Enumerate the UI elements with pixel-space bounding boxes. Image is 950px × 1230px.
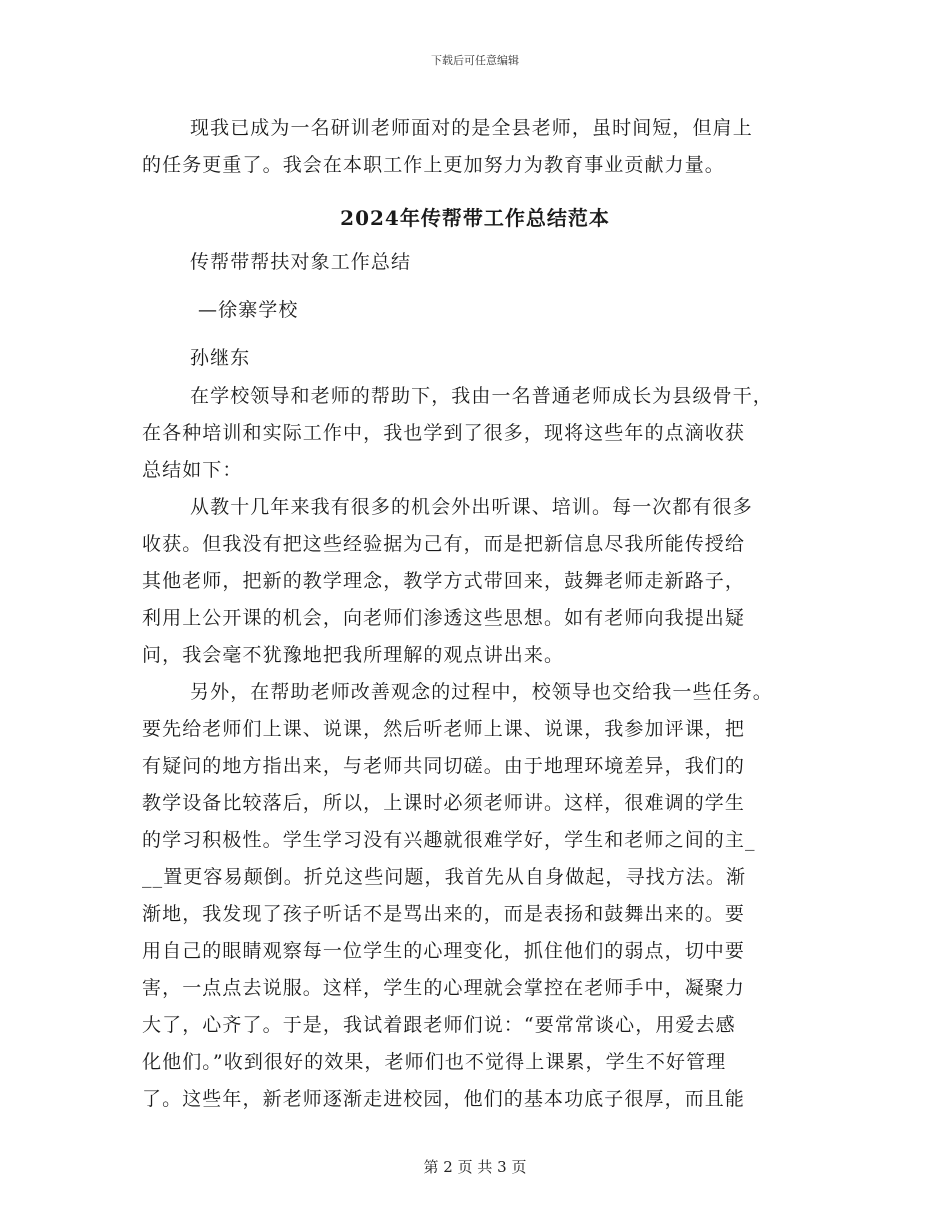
intro-line-2: 的任务更重了。我会在本职工作上更加努力为教育事业贡献力量。 — [142, 154, 725, 176]
paragraph-1-line: 在各种培训和实际工作中，我也学到了很多，现将这些年的点滴收获 — [142, 422, 746, 444]
author-name: 孙继东 — [190, 347, 251, 369]
paragraph-3-line: 教学设备比较落后，所以，上课时必须老师讲。这样，很难调的学生 — [142, 792, 746, 814]
paragraph-1-line: 在学校领导和老师的帮助下，我由一名普通老师成长为县级骨干， — [190, 385, 773, 407]
paragraph-2-line: 从教十几年来我有很多的机会外出听课、培训。每一次都有很多 — [190, 496, 753, 518]
document-subtitle: 传帮带帮扶对象工作总结 — [190, 251, 412, 273]
paragraph-1-line: 总结如下： — [142, 459, 243, 481]
paragraph-3-line: 害，一点点去说服。这样，学生的心理就会掌控在老师手中，凝聚力 — [142, 977, 746, 999]
paragraph-3-line: 另外，在帮助老师改善观念的过程中，校领导也交给我一些任务。 — [190, 681, 773, 703]
paragraph-2-line: 其他老师，把新的教学理念，教学方式带回来，鼓舞老师走新路子， — [142, 570, 746, 592]
paragraph-2-line: 利用上公开课的机会，向老师们渗透这些思想。如有老师向我提出疑 — [142, 607, 746, 629]
paragraph-2-line: 问，我会毫不犹豫地把我所理解的观点讲出来。 — [142, 644, 565, 666]
page-header-note: 下载后可任意编辑 — [431, 54, 519, 67]
intro-line-1: 现我已成为一名研训老师面对的是全县老师，虽时间短，但肩上 — [190, 117, 753, 139]
paragraph-3-line: 的学习积极性。学生学习没有兴趣就很难学好，学生和老师之间的主_ — [142, 829, 756, 851]
paragraph-3-line: 有疑问的地方指出来，与老师共同切磋。由于地理环境差异，我们的 — [142, 755, 746, 777]
paragraph-3-line: 要先给老师们上课、说课，然后听老师上课、说课，我参加评课，把 — [142, 718, 746, 740]
paragraph-3-line: 渐地，我发现了孩子听话不是骂出来的，而是表扬和鼓舞出来的。要 — [142, 903, 746, 925]
paragraph-3-line: __置更容易颠倒。折兑这些问题，我首先从自身做起，寻找方法。渐 — [142, 866, 747, 888]
paragraph-3-line: 了。这些年，新老师逐渐走进校园，他们的基本功底子很厚，而且能 — [142, 1088, 746, 1110]
document-title: 2024年传帮带工作总结范本 — [340, 206, 610, 230]
paragraph-3-line: 用自己的眼睛观察每一位学生的心理变化，抓住他们的弱点，切中要 — [142, 940, 746, 962]
school-name: —徐寨学校 — [198, 299, 299, 321]
paragraph-3-line: 化他们。”收到很好的效果，老师们也不觉得上课累，学生不好管理 — [142, 1051, 727, 1073]
page-number: 第 2 页 共 3 页 — [423, 1158, 527, 1176]
paragraph-3-line: 大了，心齐了。于是，我试着跟老师们说：“要常常谈心，用爱去感 — [142, 1014, 736, 1036]
paragraph-2-line: 收获。但我没有把这些经验据为己有，而是把新信息尽我所能传授给 — [142, 533, 746, 555]
